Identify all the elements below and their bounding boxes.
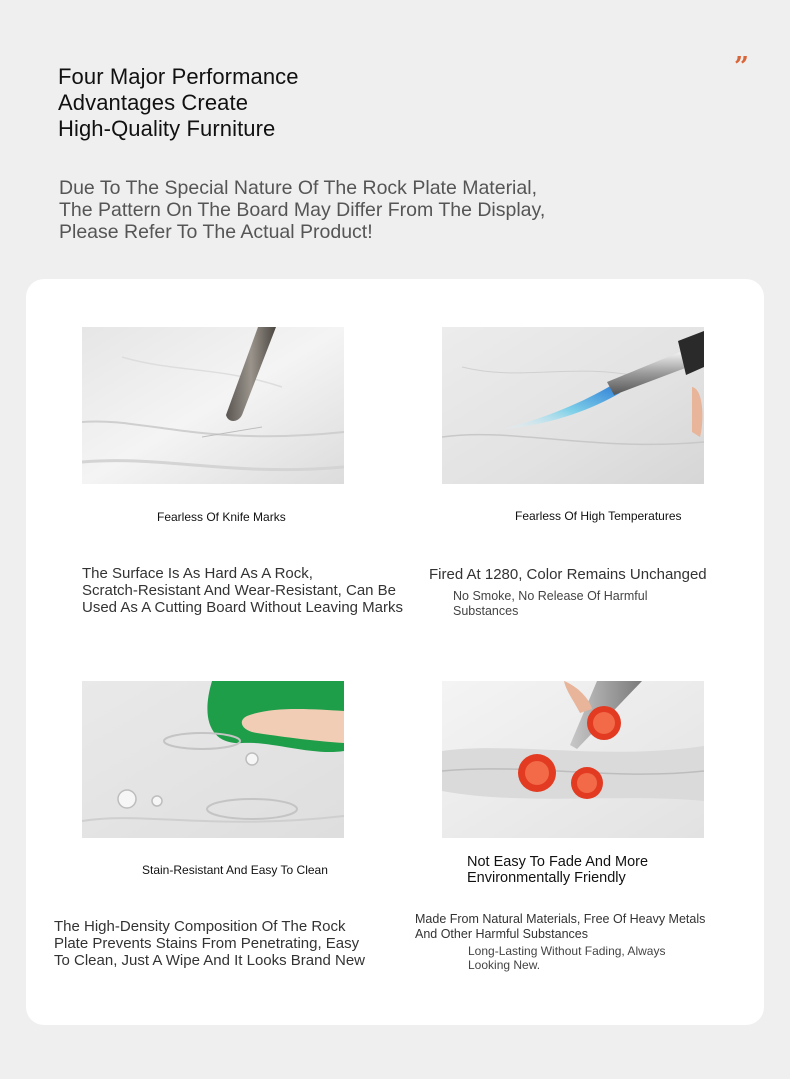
knife-marks-description	[82, 565, 403, 616]
notice-line: Please Refer To The Actual Product!	[59, 221, 373, 243]
high-temperature-headline: Fired At 1280, Color Remains Unchanged	[429, 566, 707, 583]
description-line: The High-Density Composition Of The Rock	[54, 918, 346, 935]
description-line: Plate Prevents Stains From Penetrating, Easy	[54, 935, 360, 952]
notice-line: Due To The Special Nature Of The Rock Plate Material,	[59, 177, 537, 199]
page-title	[58, 64, 299, 142]
fade-resistant-headline	[415, 912, 705, 942]
fade-resistant-photo	[442, 681, 704, 838]
knife-marks-caption: Fearless Of Knife Marks	[157, 510, 286, 524]
description-line: The Surface Is As Hard As A Rock,	[82, 565, 313, 582]
title-line: High-Quality Furniture	[58, 116, 276, 141]
description-line: Used As A Cutting Board Without Leaving Marks	[82, 599, 403, 616]
title-line: Four Major Performance	[58, 64, 299, 89]
knife-marks-photo	[82, 327, 344, 484]
headline-line: And Other Harmful Substances	[415, 927, 588, 941]
fade-resistant-description	[468, 944, 665, 972]
description-line: Looking New.	[468, 958, 541, 972]
fade-resistant-caption	[467, 854, 648, 886]
high-temperature-caption: Fearless Of High Temperatures	[515, 509, 682, 523]
stain-resistant-description	[54, 918, 365, 969]
description-line: Substances	[453, 604, 519, 618]
stain-resistant-photo	[82, 681, 344, 838]
quote-icon: ”	[734, 52, 749, 82]
caption-line: Not Easy To Fade And More	[467, 854, 649, 870]
stain-resistant-caption: Stain-Resistant And Easy To Clean	[142, 863, 328, 877]
description-line: To Clean, Just A Wipe And It Looks Brand New	[54, 952, 366, 969]
description-line: Long-Lasting Without Fading, Always	[468, 944, 666, 958]
high-temperature-description	[453, 589, 648, 619]
material-notice	[59, 177, 545, 243]
title-line: Advantages Create	[58, 90, 249, 115]
high-temperature-photo	[442, 327, 704, 484]
caption-line: Environmentally Friendly	[467, 870, 626, 886]
notice-line: The Pattern On The Board May Differ From The Display,	[59, 199, 546, 221]
description-line: Scratch-Resistant And Wear-Resistant, Can Be	[82, 582, 397, 599]
headline-line: Made From Natural Materials, Free Of Heavy Metals	[415, 912, 706, 926]
description-line: No Smoke, No Release Of Harmful	[453, 589, 648, 603]
